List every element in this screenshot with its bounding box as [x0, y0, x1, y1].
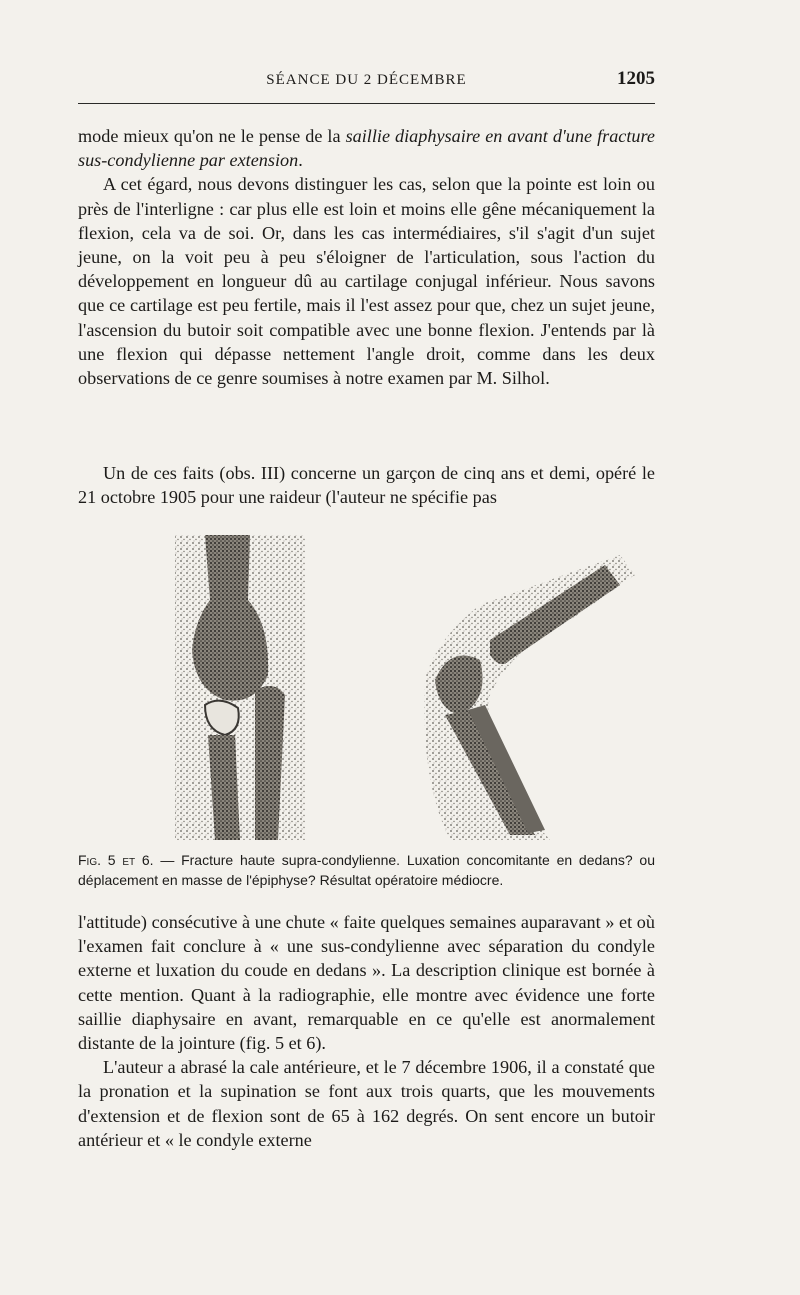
running-title: SÉANCE DU 2 DÉCEMBRE — [266, 72, 467, 88]
elbow-radiograph-illustrations — [150, 530, 645, 845]
paragraph-4: l'attitude) consécutive à une chute « faite quelques semaines auparavant » et où l'examen fait conclure à « une sus-condylienne avec séparation du condyle externe et luxation du coude en dedans ». La description clinique est bornée à cette mention. Quant à la radiographie, elle montre avec évidence une forte saillie diaphysaire en avant, remarquable en ce qu'elle est anormalement distante de la jointure (fig. 5 et 6). — [78, 912, 655, 1054]
figure-6-elbow-lateral — [424, 555, 635, 840]
header-rule — [78, 103, 655, 104]
paragraph-5: L'auteur a abrasé la cale antérieure, et le 7 décembre 1906, il a constaté que la pronation et la supination se font aux trois quarts, que les mouvements d'extension et de flexion sont de 65 à 162 degrés. On sent encore un butoir antérieur et « le condyle externe — [78, 1057, 655, 1150]
figure-caption-text: — Fracture haute supra-condylienne. Luxation concomitante en dedans? ou déplacement en masse de l'épiphyse? Résultat opératoire médiocre. — [78, 852, 655, 888]
text-block-top — [78, 124, 655, 390]
paragraph-2: A cet égard, nous devons distinguer les cas, selon que la pointe est loin ou près de l'interligne : car plus elle est loin et moins elle gêne mécaniquement la flexion, cela va de soi. Or, dans les cas intermédiaires, s'il s'agit d'un sujet jeune, on la voit peu à peu s'éloigner de l'articulation, sous l'action du développement en longueur dû au cartilage conjugal inférieur. Nous savons que ce cartilage est peu fertile, mais il l'est assez pour que, chez un sujet jeune, l'ascension du butoir soit compatible avec une bonne flexion. J'entends par là une flexion qui dépasse nettement l'angle droit, comme dans les deux observations de ce genre soumises à notre examen par M. Silhol. — [78, 174, 655, 389]
figure-5-elbow-front — [175, 535, 305, 840]
page-number: 1205 — [617, 68, 655, 89]
text-block-bottom — [78, 910, 655, 1152]
radiograph-figure — [150, 530, 645, 845]
paragraph-3: Un de ces faits (obs. III) concerne un garçon de cinq ans et demi, opéré le 21 octobre 1905 pour une raideur (l'auteur ne spécifie pas — [78, 463, 655, 508]
page-header — [78, 66, 655, 96]
figure-label: Fig. 5 et 6. — [78, 852, 154, 868]
paragraph-1: mode mieux qu'on ne le pense de la saillie diaphysaire en avant d'une fracture sus-condylienne par extension. — [78, 126, 655, 171]
text-block-middle — [78, 461, 655, 509]
figure-caption — [78, 850, 655, 890]
emphasis-text: saillie diaphysaire en avant d'une fracture sus-condylienne par extension — [78, 126, 655, 171]
